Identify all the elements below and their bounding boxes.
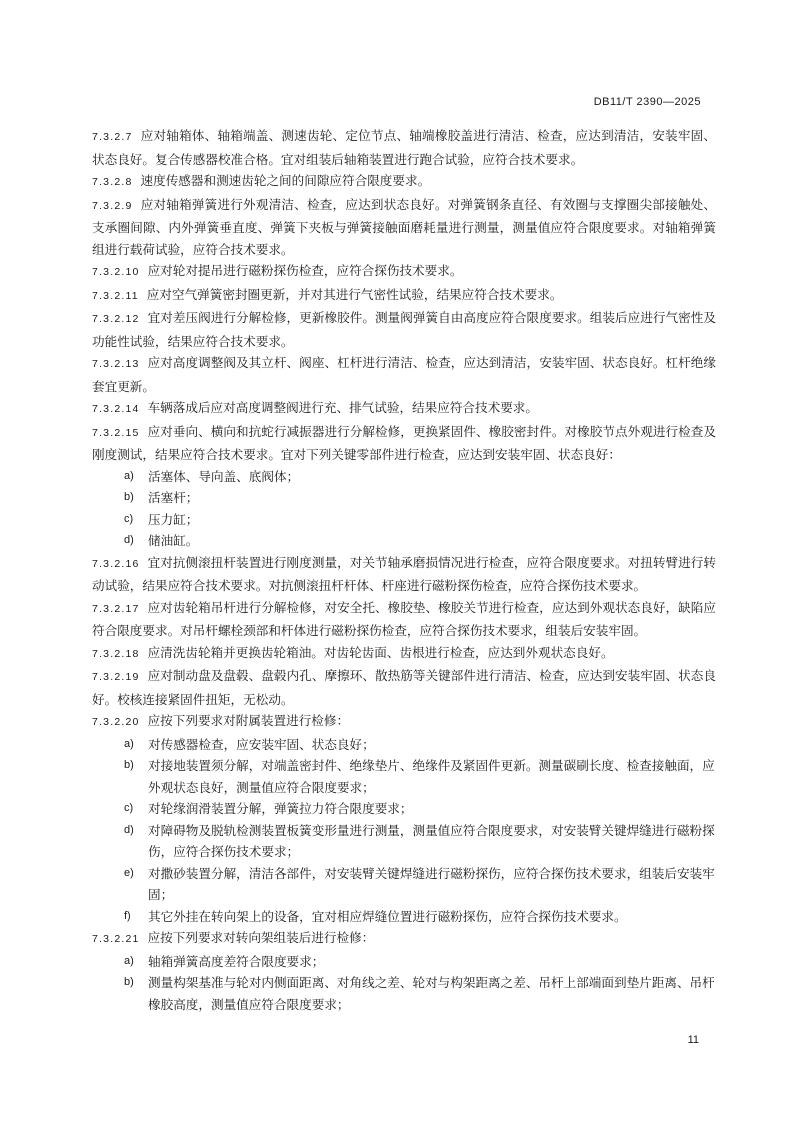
clause-paragraph xyxy=(92,352,716,397)
clause-text: 应对轮对提吊进行磁粉探伤检查，应符合探伤技术要求。 xyxy=(147,263,463,278)
clause-number: 7.3.2.8 xyxy=(92,176,133,188)
list-item-text: 活塞体、导向盖、底阀体； xyxy=(148,468,300,484)
clause-paragraph xyxy=(92,597,716,642)
list-item-label: e) xyxy=(124,866,134,879)
list-item-text: 对撒砂装置分解，清洁各部件，对安装臂关键焊缝进行磁粉探伤，应符合探伤技术要求，组装后安装牢固； xyxy=(148,865,715,902)
list-item xyxy=(124,487,716,509)
list-item-label: c) xyxy=(124,802,134,814)
list-item xyxy=(124,906,716,928)
page-number: 11 xyxy=(687,1034,699,1046)
clause-paragraph xyxy=(92,397,716,421)
list-item-text: 活塞杆； xyxy=(148,490,199,505)
clause-paragraph xyxy=(92,642,716,666)
list-item-label: a) xyxy=(124,737,134,750)
list-item xyxy=(124,798,716,820)
clause-text: 车辆落成后应对高度调整阀进行充、排气试验，结果应符合技术要求。 xyxy=(147,400,538,415)
clause-text: 应清洗齿轮箱并更换齿轮箱油。对齿轮齿面、齿根进行检查，应达到外观状态良好。 xyxy=(147,644,614,660)
clause-text: 应对垂向、横向和抗蛇行减振器进行分解检修，更换紧固件、橡胶密封件。对橡胶节点外观进行检查及刚度测试，结果应符合技术要求。宜对下列关键零部件进行检查，应达到安装牢固、状态良好： xyxy=(92,423,716,462)
list-item xyxy=(124,863,716,906)
clause-paragraph xyxy=(92,194,716,261)
list-item-text: 对轮缘润滑装置分解，弹簧拉力符合限度要求； xyxy=(148,801,413,816)
clause-text: 应按下列要求对转向架组装后进行检修： xyxy=(147,930,375,945)
list-item-label: b) xyxy=(124,759,134,771)
list-item-text: 其它外挂在转向架上的设备，宜对相应焊缝位置进行磁粉探伤，应符合探伤技术要求。 xyxy=(148,908,627,924)
clause-text: 应按下列要求对附属装置进行检修： xyxy=(147,713,350,728)
clause-text: 应对轴箱弹簧进行外观清洁、检查，应达到状态良好。对弹簧钢条直径、有效圈与支撑圈尖部接触处、支承圈间隙、内外弹簧垂直度、弹簧下夹板与弹簧接触面磨耗量进行测量，测量值应符合限度要求。对轴箱弹簧组进行载荷试验，应符合技术要求。 xyxy=(92,196,716,257)
clause-paragraph xyxy=(92,260,716,284)
list-item xyxy=(124,951,716,973)
clause-number: 7.3.2.19 xyxy=(92,671,140,683)
clause-number: 7.3.2.20 xyxy=(92,716,140,728)
clause-paragraph xyxy=(92,284,716,308)
list-item xyxy=(124,466,716,488)
clause-number: 7.3.2.16 xyxy=(92,557,140,570)
clause-text: 应对齿轮箱吊杆进行分解检修，对安全托、橡胶垫、橡胶关节进行检查，应达到外观状态良好，缺陷应符合限度要求。对吊杆螺栓颈部和杆体进行磁粉探伤检查，应符合探伤技术要求，组装后安装牢固。 xyxy=(92,599,716,638)
clause-number: 7.3.2.14 xyxy=(92,403,140,415)
list-item-label: a) xyxy=(124,469,134,482)
clause-paragraph xyxy=(92,710,716,734)
list-item xyxy=(124,820,716,863)
clause-number: 7.3.2.10 xyxy=(92,266,140,278)
clause-number: 7.3.2.21 xyxy=(92,933,140,945)
list-item xyxy=(124,734,716,756)
list-item-text: 对传感器检查，应安装牢固、状态良好； xyxy=(148,736,375,752)
clause-number: 7.3.2.7 xyxy=(92,131,133,143)
list-item xyxy=(124,509,716,531)
clause-text: 应对制动盘及盘毂、盘毂内孔、摩擦环、散热筋等关键部件进行清洁、检查，应达到安装牢固、状态良好。校核连接紧固件扭矩，无松动。 xyxy=(92,668,716,707)
clause-number: 7.3.2.12 xyxy=(92,313,140,325)
clause-text: 宜对抗侧滚扭杆装置进行刚度测量，对关节轴承磨损情况进行检查，应符合限度要求。对扭转臂进行转动试验，结果应符合技术要求。对抗侧滚扭杆杆体、杆座进行磁粉探伤检查，应符合探伤技术要求。 xyxy=(92,554,716,593)
list-item-label: a) xyxy=(124,954,134,967)
clause-paragraph xyxy=(92,170,716,194)
list-item-label: c) xyxy=(124,512,134,525)
list-item-text: 储油缸。 xyxy=(148,533,199,548)
clause-number: 7.3.2.15 xyxy=(92,426,140,439)
clause-number: 7.3.2.11 xyxy=(92,289,139,302)
clause-paragraph xyxy=(92,927,716,951)
clause-number: 7.3.2.13 xyxy=(92,358,140,370)
clause-text: 宜对差压阀进行分解检修，更新橡胶件。测量阀弹簧自由高度应符合限度要求。组装后应进行气密性及功能性试验，结果应符合技术要求。 xyxy=(92,310,716,349)
list-item-text: 对障碍物及脱轨检测装置板簧变形量进行测量，测量值应符合限度要求，对安装臂关键焊缝进行磁粉探伤，应符合探伤技术要求； xyxy=(148,822,715,859)
document-code: DB11/T 2390—2025 xyxy=(593,96,701,108)
list-item-text: 测量构架基准与轮对内侧面距离、对角线之差、轮对与构架距离之差、吊杆上部端面到垫片距离、吊杆橡胶高度，测量值应符合限度要求； xyxy=(148,975,715,1012)
list-item-label: b) xyxy=(124,491,134,503)
clause-number: 7.3.2.18 xyxy=(92,647,140,660)
clause-text: 速度传感器和测速齿轮之间的间隙应符合限度要求。 xyxy=(140,173,431,188)
document-body xyxy=(92,125,716,1015)
clause-paragraph xyxy=(92,552,716,597)
clause-paragraph xyxy=(92,125,716,170)
clause-number: 7.3.2.17 xyxy=(92,602,140,615)
list-item-text: 对接地装置须分解，对端盖密封件、绝缘垫片、绝缘件及紧固件更新。测量碳刷长度、检查接触面，应外观状态良好，测量值应符合限度要求； xyxy=(148,758,715,795)
list-item-label: d) xyxy=(124,534,134,546)
list-item xyxy=(124,972,716,1015)
clause-text: 应对高度调整阀及其立杆、阀座、杠杆进行清洁、检查，应达到清洁，安装牢固、状态良好。杠杆绝缘套宜更新。 xyxy=(92,355,716,394)
list-item-text: 压力缸； xyxy=(148,511,199,527)
list-item-label: f) xyxy=(124,909,131,922)
clause-paragraph xyxy=(92,307,716,352)
clause-paragraph xyxy=(92,665,716,710)
clause-paragraph xyxy=(92,421,716,466)
clause-number: 7.3.2.9 xyxy=(92,199,133,212)
list-item-label: d) xyxy=(124,823,134,836)
list-item xyxy=(124,530,716,552)
list-item xyxy=(124,755,716,798)
clause-text: 应对轴箱体、轴箱端盖、测速齿轮、定位节点、轴端橡胶盖进行清洁、检查，应达到清洁，安装牢固、状态良好。复合传感器校准合格。宜对组装后轴箱装置进行跑合试验，应符合技术要求。 xyxy=(92,128,716,167)
list-item-text: 轴箱弹簧高度差符合限度要求； xyxy=(148,953,325,969)
clause-text: 应对空气弹簧密封圈更新，并对其进行气密性试验，结果应符合技术要求。 xyxy=(146,286,563,302)
list-item-label: b) xyxy=(124,976,134,988)
